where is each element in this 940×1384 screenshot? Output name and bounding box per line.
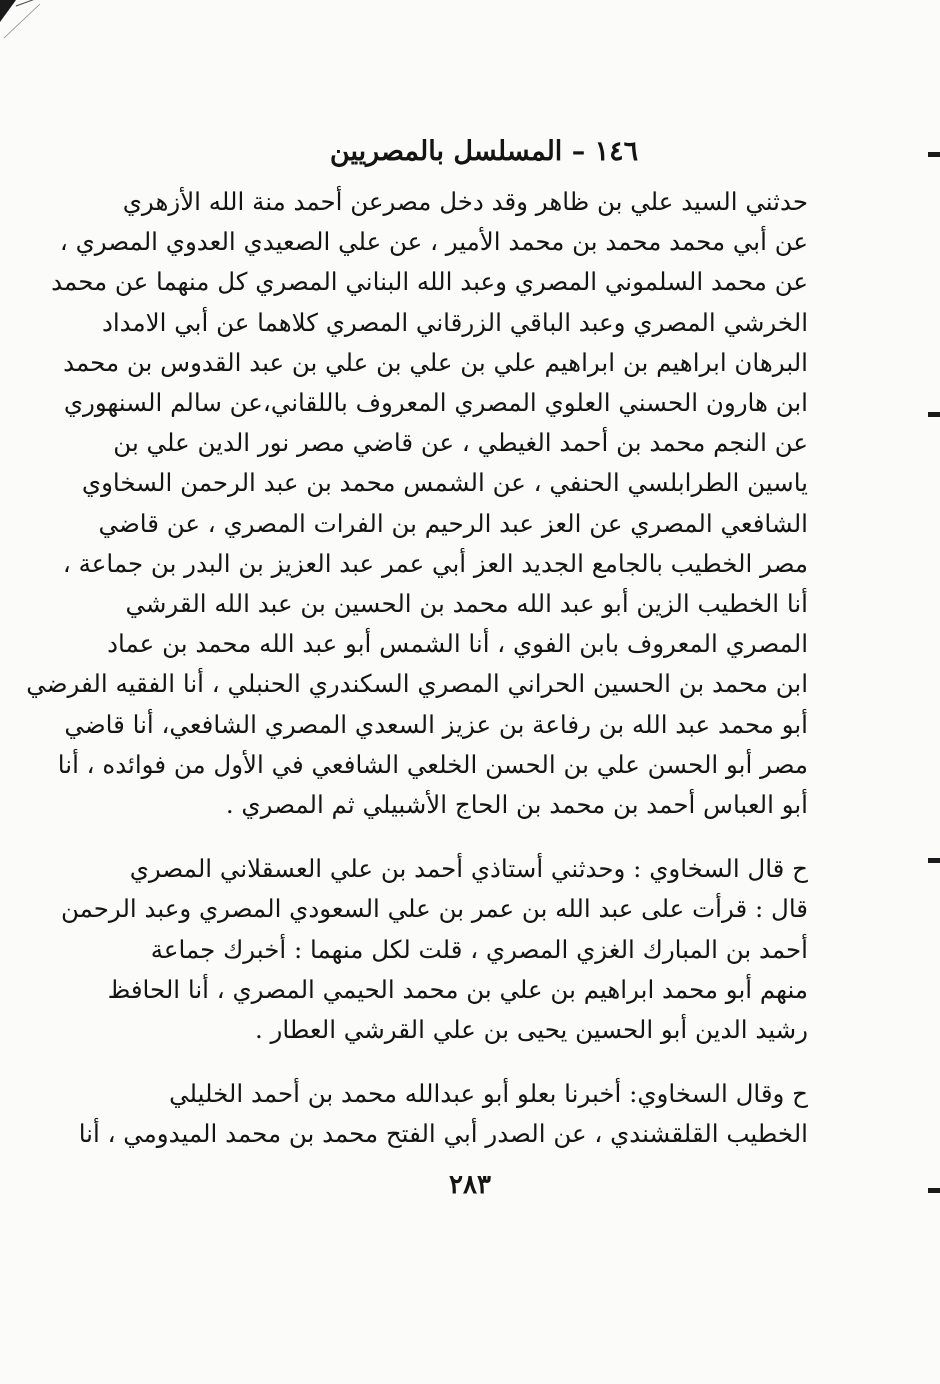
paragraph-1	[26, 182, 808, 825]
text-line: ابن هارون الحسني العلوي المصري المعروف باللقاني،عن سالم السنهوري	[63, 388, 808, 418]
text-line: المصري المعروف بابن الفوي ، أنا الشمس أبو عبد الله محمد بن عماد	[107, 629, 808, 659]
text-line: عن النجم محمد بن أحمد الغيطي ، عن قاضي مصر نور الدين علي بن	[113, 428, 808, 458]
text-line: الخطيب القلقشندي ، عن الصدر أبي الفتح محمد بن محمد الميدومي ، أنا	[78, 1119, 808, 1149]
page-heading: ١٤٦ – المسلسل بالمصريين	[329, 136, 639, 167]
text-line: رشيد الدين أبو الحسين يحيى بن علي القرشي العطار .	[254, 1015, 808, 1045]
text-line: ابن محمد بن الحسين الحراني المصري السكندري الحنبلي ، أنا الفقيه الفرضي	[26, 669, 808, 699]
text-line: البرهان ابراهيم بن ابراهيم علي بن علي بن علي بن عبد القدوس بن محمد	[63, 347, 808, 377]
text-line: منهم أبو محمد ابراهيم بن علي بن محمد الحيمي المصري ، أنا الحافظ	[107, 974, 808, 1004]
page-number: ٢٨٣	[449, 1170, 491, 1200]
text-line: أبو محمد عبد الله بن رفاعة بن عزيز السعدي المصري الشافعي، أنا قاضي	[64, 709, 808, 739]
text-line: ح وقال السخاوي: أخبرنا بعلو أبو عبدالله محمد بن أحمد الخليلي	[169, 1079, 808, 1109]
page-body	[26, 130, 808, 1155]
text-line: ياسين الطرابلسي الحنفي ، عن الشمس محمد بن عبد الرحمن السخاوي	[81, 468, 808, 498]
text-line: قال : قرأت على عبد الله بن عمر بن علي السعودي المصري وعبد الرحمن	[60, 894, 808, 924]
edge-mark-1	[928, 152, 940, 157]
paragraph-3	[78, 1074, 808, 1154]
text-line: حدثني السيد علي بن ظاهر وقد دخل مصرعن أحمد منة الله الأزهري	[122, 187, 808, 216]
text-line: مصر أبو الحسن علي بن الحسن الخلعي الشافعي في الأول من فوائده ، أنا	[57, 749, 808, 779]
text-line: أحمد بن المبارك الغزي المصري ، قلت لكل منهما : أخبرك جماعة	[150, 934, 808, 964]
paragraph-2	[60, 849, 808, 1050]
text-line: أنا الخطيب الزين أبو عبد الله محمد بن الحسين بن عبد الله القرشي	[125, 589, 808, 619]
text-line: الشافعي المصري عن العز عبد الرحيم بن الفرات المصري ، عن قاضي	[98, 508, 808, 538]
text-line: الخرشي المصري وعبد الباقي الزرقاني المصري كلاهما عن أبي الامداد	[101, 307, 808, 337]
text-line: ح قال السخاوي : وحدثني أستاذي أحمد بن علي العسقلاني المصري	[129, 854, 808, 884]
edge-mark-3	[928, 858, 940, 863]
text-line: مصر الخطيب بالجامع الجديد العز أبي عمر عبد العزيز بن البدر بن جماعة ،	[62, 548, 808, 578]
edge-mark-2	[928, 412, 940, 417]
text-line: عن محمد السلموني المصري وعبد الله البناني المصري كل منهما عن محمد	[51, 267, 808, 297]
corner-scan-mark	[0, 0, 40, 40]
text-line: أبو العباس أحمد بن محمد بن الحاج الأشبيلي ثم المصري .	[225, 790, 808, 820]
text-line: عن أبي محمد محمد بن محمد الأمير ، عن علي الصعيدي العدوي المصري ،	[59, 227, 808, 257]
